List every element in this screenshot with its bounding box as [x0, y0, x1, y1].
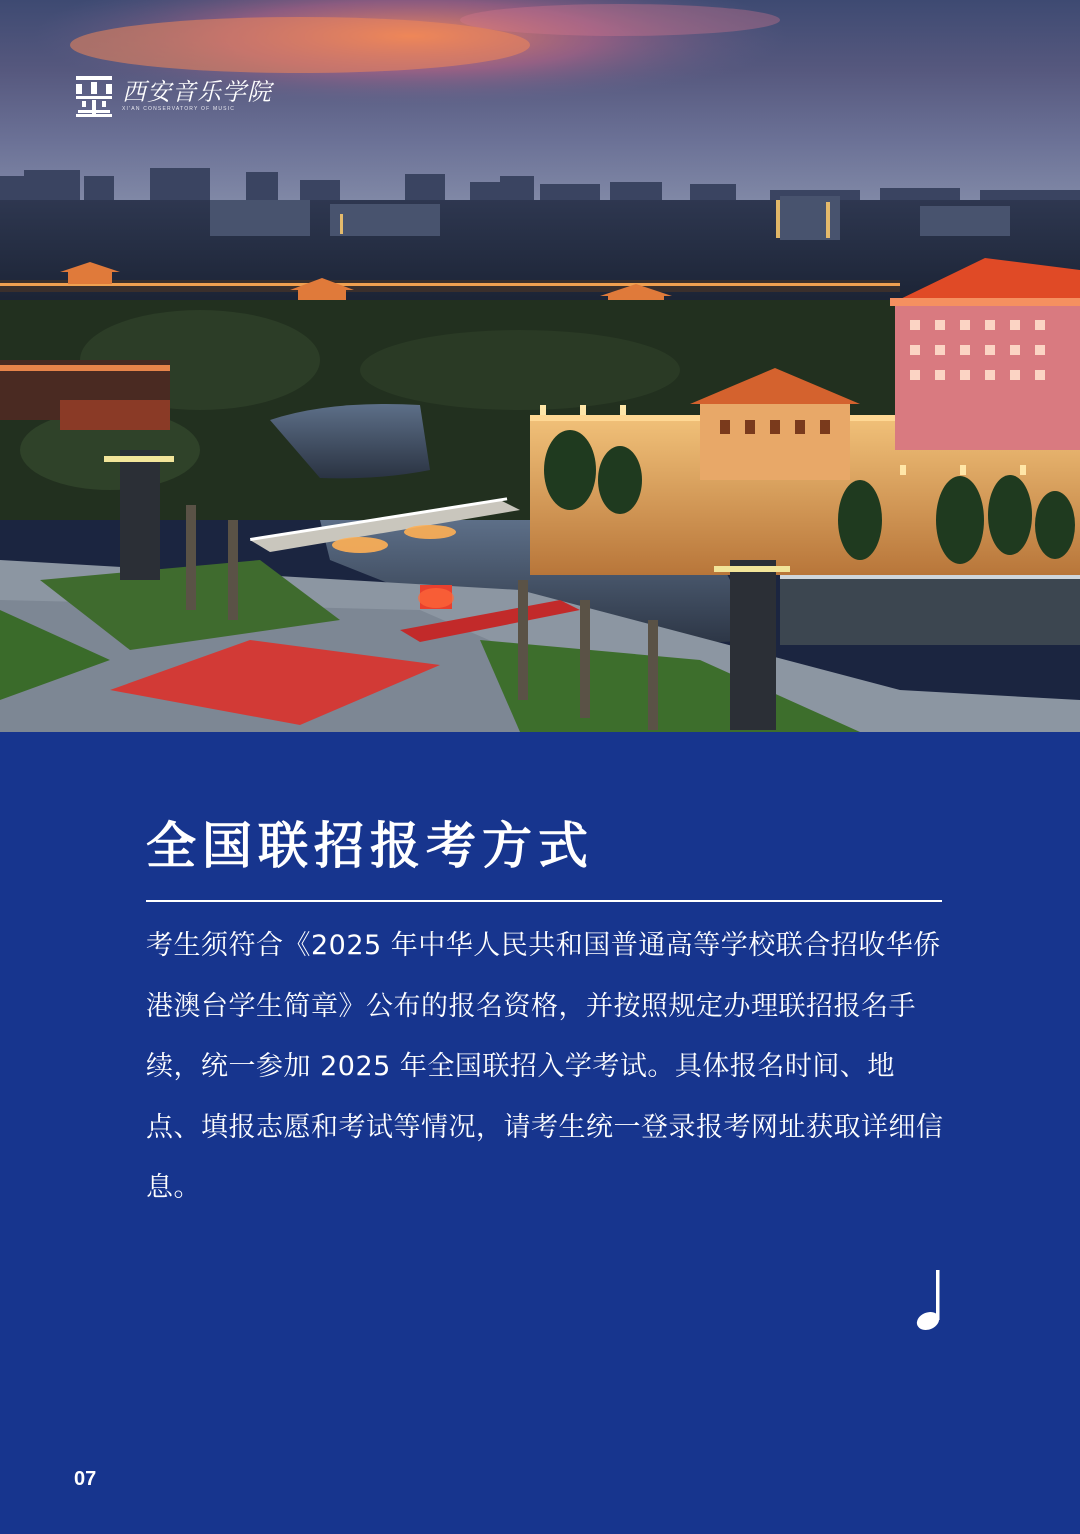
- section-title: 全国联招报考方式: [146, 817, 594, 875]
- music-note-icon: [912, 1268, 946, 1332]
- hero-photo: [0, 0, 1080, 732]
- conservatory-emblem-icon: [74, 74, 114, 118]
- section-body: 考生须符合《2025 年中华人民共和国普通高等学校联合招收华侨港澳台学生简章》公布的报名资格，并按照规定办理联招报名手续，统一参加 2025 年全国联招入学考试。具体报名时间、地点、填报志愿和考试等情况，请考生统一登录报考网址获取详细信息。: [146, 930, 944, 1203]
- school-logo: [74, 74, 272, 118]
- title-divider: [146, 900, 942, 902]
- school-name-en: XI'AN CONSERVATORY OF MUSIC: [122, 106, 236, 112]
- school-name-cn: 西安音乐学院: [122, 78, 272, 106]
- page-number: 07: [74, 1468, 97, 1490]
